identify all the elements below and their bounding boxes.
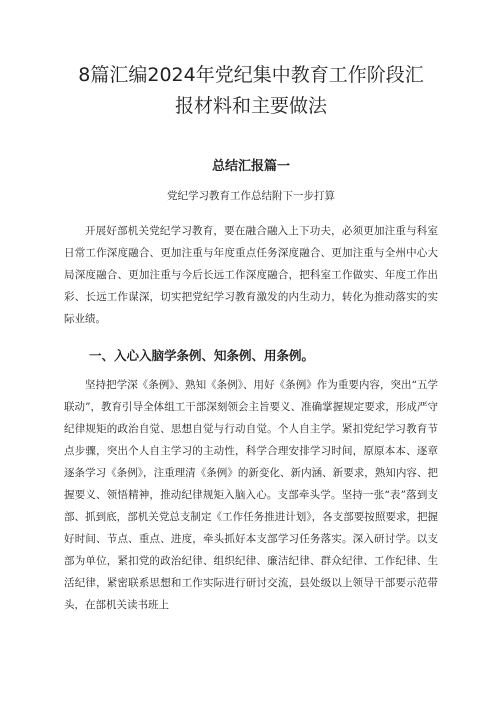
section-subtitle: 党纪学习教育工作总结附下一步打算 [167,190,335,202]
intro-paragraph: 开展好部机关党纪学习教育，要在融合融入上下功夫，必须更加注重与科室日常工作深度融合、更加注重与年度重点任务深度融合、更加注重与全州中心大局深度融合、更加注重与今后长远工作深度融合，把科室工作做实、年度工作出彩、长远工作谋深，切实把党纪学习教育激发的内生动力，转化为推动落实的实际业绩。 [64,225,438,325]
title-line-2: 报材料和主要做法 [174,95,327,117]
body-paragraph: 坚持把学深《条例》、熟知《条例》、用好《条例》作为重要内容，突出“五学联动”，教育引导全体组工干部深刻领会主旨要义、准确掌握规定要求，形成严守纪律规矩的政治自觉、思想自觉与行动自觉。个人自主学。紧扣党纪学习教育节点步骤，突出个人自主学习的主动性，科学合理安排学习时间，原原本本、逐章逐条学习《条例》，注重理清《条例》的新变化、新内涵、新要求，熟知内容、把握要义、领悟精神，推动纪律规矩入脑入心。支部牵头学。坚持一张“表”落到支部、抓到底，部机关党总支制定《工作任务推进计划》，各支部要按照要求，把握好时间、节点、重点、进度，牵头抓好本支部学习任务落实。深入研讨学。以支部为单位，紧扣党的政治纪律、组织纪律、廉洁纪律、群众纪律、工作纪律、生活纪律，紧密联系思想和工作实际进行研讨交流，县处级以上领导干部要示范带头，在部机关读书班上 [64,379,438,611]
section-title: 总结汇报篇一 [211,159,290,174]
heading-1: 一、入心入脑学条例、知条例、用条例。 [89,348,315,363]
document-title [64,60,438,122]
title-line-1: 8篇汇编2024年党纪集中教育工作阶段汇 [78,64,424,86]
